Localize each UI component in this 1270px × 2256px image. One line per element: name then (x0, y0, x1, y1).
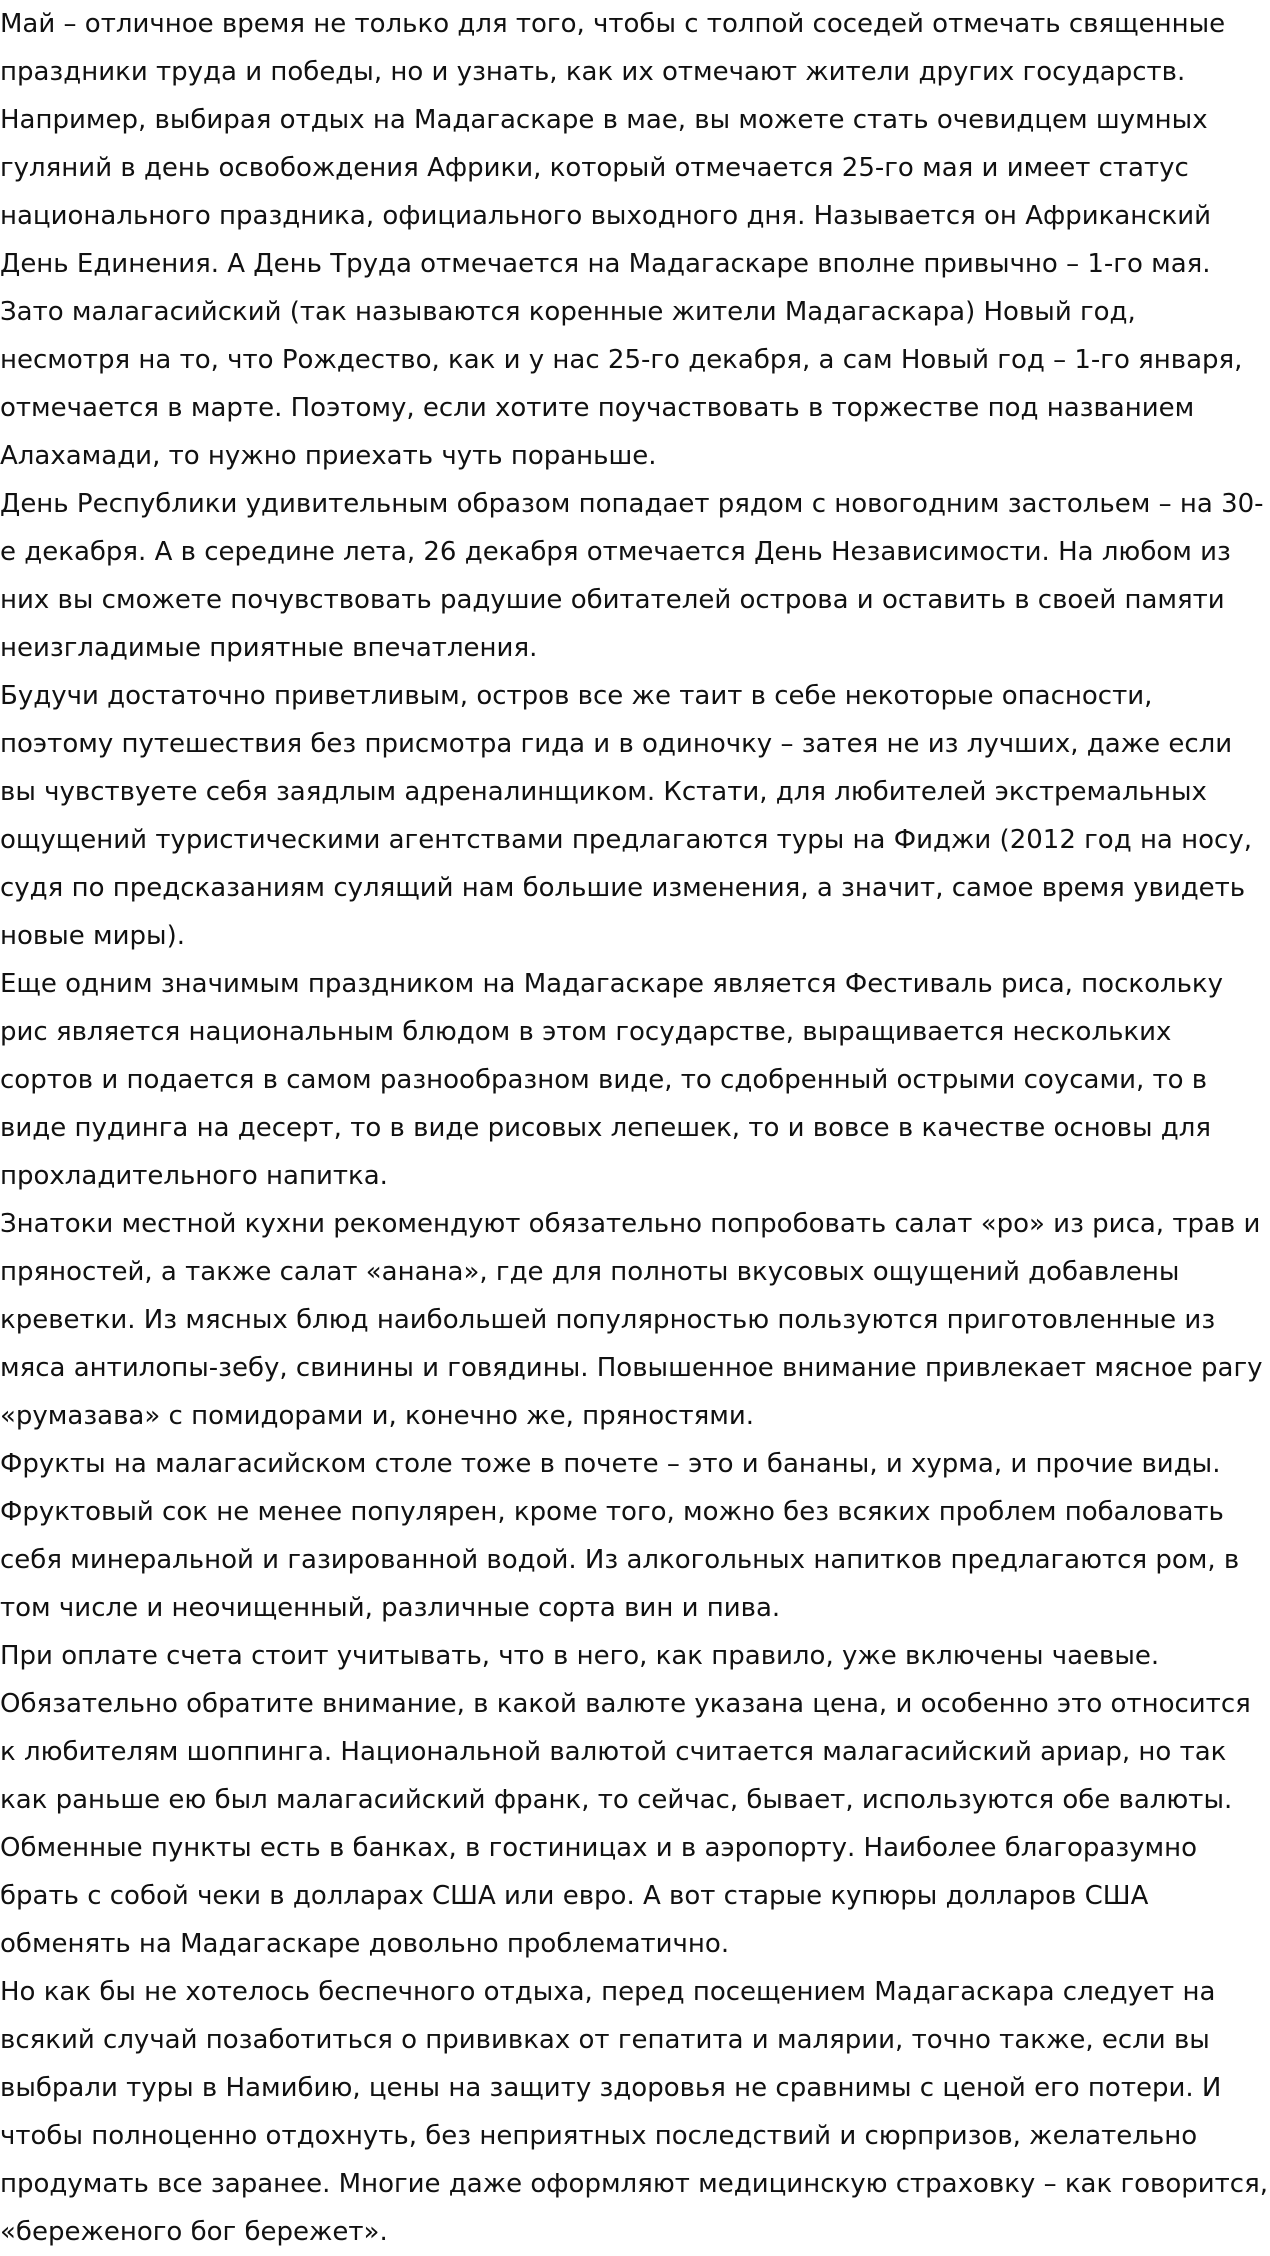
paragraph-line: ощущений туристическими агентствами предлагаются туры на Фиджи (2012 год на носу, (0, 825, 1252, 855)
paragraph-line: Алахамади, то нужно приехать чуть пораньше. (0, 441, 657, 471)
paragraph-line: новые миры). (0, 921, 185, 951)
article-paragraph (0, 480, 1270, 672)
paragraph-line: судя по предсказаниям сулящий нам большие изменения, а значит, самое время увидеть (0, 873, 1246, 903)
paragraph-line: Будучи достаточно приветливым, остров все же таит в себе некоторые опасности, (0, 681, 1153, 711)
paragraph-line: том числе и неочищенный, различные сорта вин и пива. (0, 1593, 781, 1623)
paragraph-line: выбрали туры в Намибию, цены на защиту здоровья не сравнимы с ценой его потери. И (0, 2073, 1222, 2103)
paragraph-line: Знатоки местной кухни рекомендуют обязательно попробовать салат «ро» из риса, трав и (0, 1209, 1261, 1239)
article-paragraph (0, 0, 1270, 480)
paragraph-line: Обменные пункты есть в банках, в гостиницах и в аэропорту. Наиболее благоразумно (0, 1833, 1198, 1863)
paragraph-line: пряностей, а также салат «анана», где для полноты вкусовых ощущений добавлены (0, 1257, 1180, 1287)
paragraph-line: Фрукты на малагасийском столе тоже в почете – это и бананы, и хурма, и прочие виды. (0, 1449, 1221, 1479)
paragraph-line: «береженого бог бережет». (0, 2217, 388, 2247)
paragraph-line: отмечается в марте. Поэтому, если хотите поучаствовать в торжестве под названием (0, 393, 1195, 423)
paragraph-line: День Единения. А День Труда отмечается на Мадагаскаре вполне привычно – 1-го мая. (0, 249, 1211, 279)
paragraph-line: праздники труда и победы, но и узнать, как их отмечают жители других государств. (0, 57, 1186, 87)
paragraph-line: несмотря на то, что Рождество, как и у нас 25-го декабря, а сам Новый год – 1-го января, (0, 345, 1243, 375)
paragraph-line: День Республики удивительным образом попадает рядом с новогодним застольем – на 30- (0, 489, 1264, 519)
paragraph-line: как раньше ею был малагасийский франк, то сейчас, бывает, используются обе валюты. (0, 1785, 1233, 1815)
paragraph-line: При оплате счета стоит учитывать, что в него, как правило, уже включены чаевые. (0, 1641, 1160, 1671)
paragraph-line: них вы сможете почувствовать радушие обитателей острова и оставить в своей памяти (0, 585, 1225, 615)
paragraph-line: е декабря. А в середине лета, 26 декабря отмечается День Независимости. На любом из (0, 537, 1231, 567)
paragraph-line: себя минеральной и газированной водой. Из алкогольных напитков предлагаются ром, в (0, 1545, 1240, 1575)
paragraph-line: брать с собой чеки в долларах США или евро. А вот старые купюры долларов США (0, 1881, 1149, 1911)
paragraph-line: к любителям шоппинга. Национальной валютой считается малагасийский ариар, но так (0, 1737, 1227, 1767)
paragraph-line: «румазава» с помидорами и, конечно же, пряностями. (0, 1401, 755, 1431)
paragraph-line: продумать все заранее. Многие даже оформляют медицинскую страховку – как говорится, (0, 2169, 1268, 2199)
paragraph-line: рис является национальным блюдом в этом государстве, выращивается нескольких (0, 1017, 1172, 1047)
paragraph-line: Фруктовый сок не менее популярен, кроме того, можно без всяких проблем побаловать (0, 1497, 1224, 1527)
article-paragraph (0, 1440, 1270, 1632)
paragraph-line: прохладительного напитка. (0, 1161, 388, 1191)
paragraph-line: национального праздника, официального выходного дня. Называется он Африканский (0, 201, 1212, 231)
paragraph-line: креветки. Из мясных блюд наибольшей популярностью пользуются приготовленные из (0, 1305, 1216, 1335)
article-paragraph (0, 1632, 1270, 1968)
paragraph-line: чтобы полноценно отдохнуть, без неприятных последствий и сюрпризов, желательно (0, 2121, 1198, 2151)
paragraph-line: поэтому путешествия без присмотра гида и в одиночку – затея не из лучших, даже если (0, 729, 1233, 759)
paragraph-line: Например, выбирая отдых на Мадагаскаре в мае, вы можете стать очевидцем шумных (0, 105, 1208, 135)
paragraph-line: неизгладимые приятные впечатления. (0, 633, 538, 663)
paragraph-line: всякий случай позаботиться о прививках от гепатита и малярии, точно также, если вы (0, 2025, 1210, 2055)
paragraph-line: Но как бы не хотелось беспечного отдыха, перед посещением Мадагаскара следует на (0, 1977, 1216, 2007)
paragraph-line: гуляний в день освобождения Африки, который отмечается 25-го мая и имеет статус (0, 153, 1189, 183)
paragraph-line: Зато малагасийский (так называются коренные жители Мадагаскара) Новый год, (0, 297, 1136, 327)
article-paragraph (0, 672, 1270, 960)
article-paragraph (0, 1968, 1270, 2256)
paragraph-line: сортов и подается в самом разнообразном виде, то сдобренный острыми соусами, то в (0, 1065, 1208, 1095)
paragraph-line: Обязательно обратите внимание, в какой валюте указана цена, и особенно это относится (0, 1689, 1251, 1719)
article-paragraph (0, 960, 1270, 1200)
paragraph-line: мяса антилопы-зебу, свинины и говядины. Повышенное внимание привлекает мясное рагу (0, 1353, 1263, 1383)
paragraph-line: виде пудинга на десерт, то в виде рисовых лепешек, то и вовсе в качестве основы для (0, 1113, 1211, 1143)
paragraph-line: вы чувствуете себя заядлым адреналинщиком. Кстати, для любителей экстремальных (0, 777, 1207, 807)
paragraph-line: Еще одним значимым праздником на Мадагаскаре является Фестиваль риса, поскольку (0, 969, 1224, 999)
article-paragraph (0, 1200, 1270, 1440)
paragraph-line: обменять на Мадагаскаре довольно проблематично. (0, 1929, 730, 1959)
paragraph-line: Май – отличное время не только для того, чтобы с толпой соседей отмечать священные (0, 9, 1226, 39)
